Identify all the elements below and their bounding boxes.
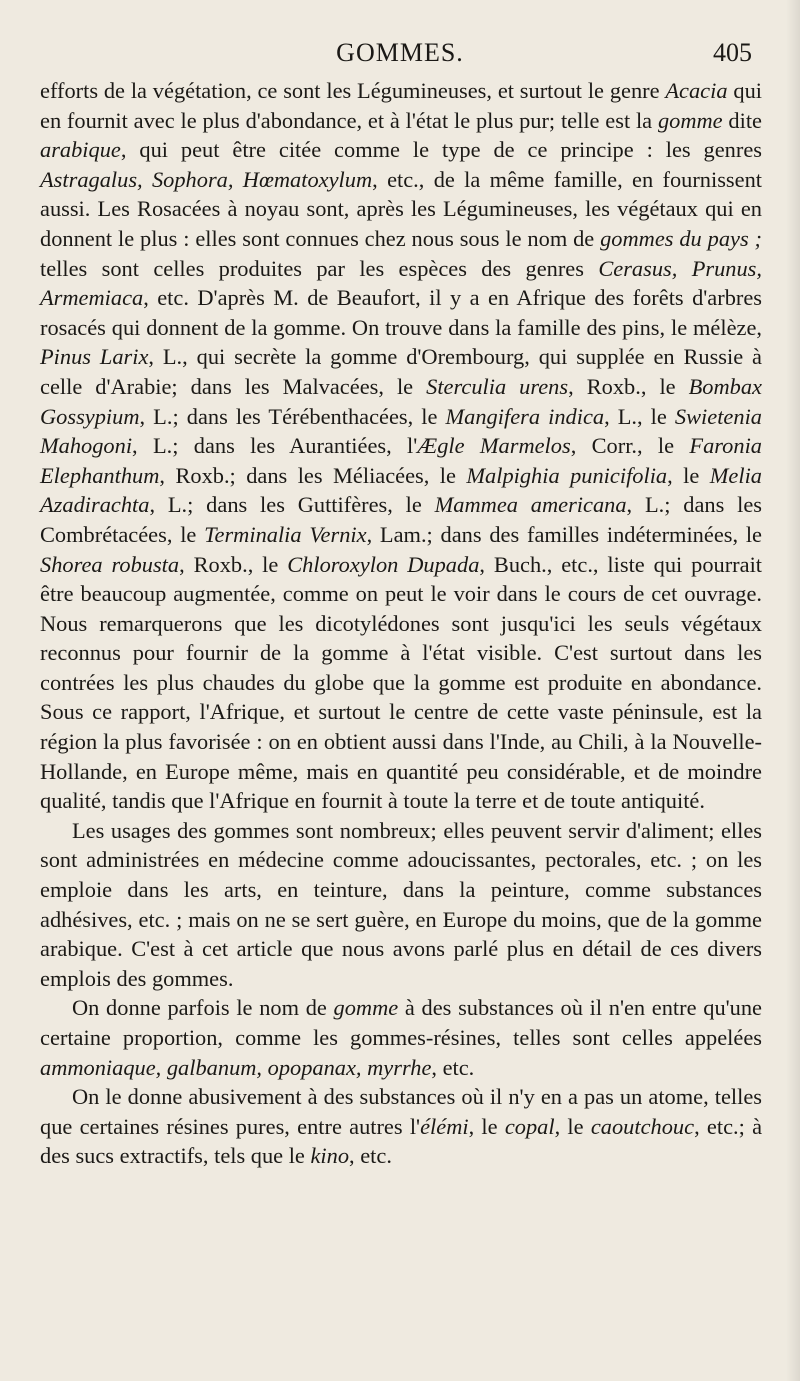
italic-term: Pinus Larix [40, 344, 149, 370]
page-number: 405 [713, 38, 752, 67]
page-title: GOMMES. [336, 38, 464, 67]
italic-term: Mangifera indica [445, 403, 605, 429]
body-text [40, 76, 762, 1171]
paragraph-2 [40, 816, 762, 994]
text-run: telles sont celles produites par les espèces des genres [40, 255, 599, 281]
text-run: dite [722, 107, 762, 133]
text-run: , etc.; à des sucs extractifs, tels que le [40, 1113, 763, 1169]
text-run: , Roxb., le [568, 373, 689, 399]
text-run: , etc. D'après M. de Beaufort, il y a en Afrique des forêts d'arbres rosacés qui donnent de la gomme. On trouve dans la famille des pins, le mélèze, [40, 285, 762, 340]
text-run: , etc., de la même famille, en fournissent aussi. Les Rosacées à noyau sont, après les Légumineuses, les végétaux qui en donnent le plus : elles sont connues chez nous sous le nom de [40, 166, 762, 251]
italic-term: Acacia [665, 78, 728, 103]
text-run: , Corr., le [570, 433, 690, 459]
italic-term: gomme [657, 107, 723, 133]
italic-term: Bombax Gossypium [40, 373, 762, 429]
text-run: à des substances où il n'en entre qu'une certaine proportion, comme les gommes-résines, telles sont celles appelées [40, 995, 762, 1050]
italic-term: copal [504, 1113, 555, 1139]
italic-term: Sterculia urens [426, 373, 569, 399]
italic-term: Terminalia Vernix [204, 521, 367, 547]
text-run: , L.; dans les Térébenthacées, le [139, 403, 446, 429]
italic-term: Faronia Elephanthum [40, 433, 762, 488]
text-run: , Roxb.; dans les Méliacées, le [159, 462, 467, 488]
italic-term: arabique [40, 137, 121, 163]
paragraph-4 [40, 1082, 762, 1171]
text-run: , le [667, 462, 710, 488]
text-run: Les usages des gommes sont nombreux; elles peuvent servir d'aliment; elles sont administrées en médecine comme adoucissantes, pectorales, etc. ; on les emploie dans les arts, en teinture, dans la peinture, comme substances adhésives, etc. ; mais on ne se sert guère, en Europe du moins, que de la gomme arabique. C'est à cet article que nous avons parlé plus en détail de ces divers emplois des gommes. [40, 817, 762, 991]
text-run: , L.; dans les Combrétacées, le [40, 492, 762, 547]
text-run: , Buch., etc., liste qui pourrait être beaucoup augmentée, comme on peut le voir dans le cours de cet ouvrage. Nous remarquerons que les dicotylédones sont jusqu'ici les seuls végétaux reconnus pour fournir de la gomme à l'état visible. C'est surtout dans les contrées les plus chaudes du globe que la gomme est produite en abondance. Sous ce rapport, l'Afrique, et surtout le centre de cette vaste péninsule, est la région la plus favorisée : on en obtient aussi dans l'Inde, au Chili, à la Nouvelle-Hollande, en Europe même, mais en quantité peu considérable, et de moindre qualité, tandis que l'Afrique en fournit à toute la terre et de toute antiquité. [40, 551, 763, 814]
italic-term: kino [310, 1143, 350, 1169]
italic-term: Shorea robusta [40, 551, 180, 577]
text-run: , le [468, 1113, 505, 1139]
text-run: efforts de la végétation, ce sont les Légumineuses, et surtout le genre [40, 78, 666, 103]
italic-term: Astragalus, Sophora, Hœmatoxylum [40, 166, 373, 192]
italic-term: ammoniaque, galbanum, opopanax, myrrhe [40, 1054, 432, 1080]
italic-term: Melia Azadirachta [40, 462, 762, 518]
text-run: , etc. [431, 1054, 475, 1080]
italic-term: Chloroxylon Dupada [287, 551, 480, 577]
italic-term: Ægle Marmelos [417, 433, 571, 459]
italic-term: Mammea americana [434, 492, 627, 518]
italic-term: Swietenia Mahogoni [40, 403, 762, 459]
text-run: , qui peut être citée comme le type de ce principe : les genres [120, 137, 762, 163]
italic-term: caoutchouc [590, 1113, 695, 1139]
text-run: , L., le [604, 403, 675, 429]
italic-term: gomme [333, 995, 399, 1021]
text-run: , etc. [349, 1143, 392, 1169]
text-run: , le [554, 1113, 591, 1139]
italic-term: Malpighia punicifolia [466, 462, 668, 488]
italic-term: élémi [420, 1113, 469, 1139]
text-run: , L.; dans les Guttifères, le [149, 492, 435, 518]
page-edge-shadow [786, 0, 800, 1381]
text-run: , L.; dans les Aurantiées, l' [132, 433, 418, 459]
text-run: , L., qui secrète la gomme d'Orembourg, qui supplée en Russie à celle d'Arabie; dans les Malvacées, le [40, 344, 762, 399]
italic-term: Cerasus, Prunus, Armemiaca [40, 255, 762, 311]
text-run: On donne parfois le nom de [72, 995, 334, 1021]
text-run: , Roxb., le [179, 551, 288, 577]
paragraph-3 [40, 993, 762, 1082]
running-head [40, 38, 760, 72]
text-run: On le donne abusivement à des substances où il n'y en a pas un atome, telles que certaines résines pures, entre autres l' [40, 1084, 762, 1139]
paragraph-1 [40, 76, 762, 816]
text-run: qui en fournit avec le plus d'abondance, et à l'état le plus pur; telle est la [40, 78, 762, 133]
text-run: , Lam.; dans des familles indéterminées, le [366, 521, 762, 547]
italic-term: gommes du pays ; [600, 225, 762, 251]
